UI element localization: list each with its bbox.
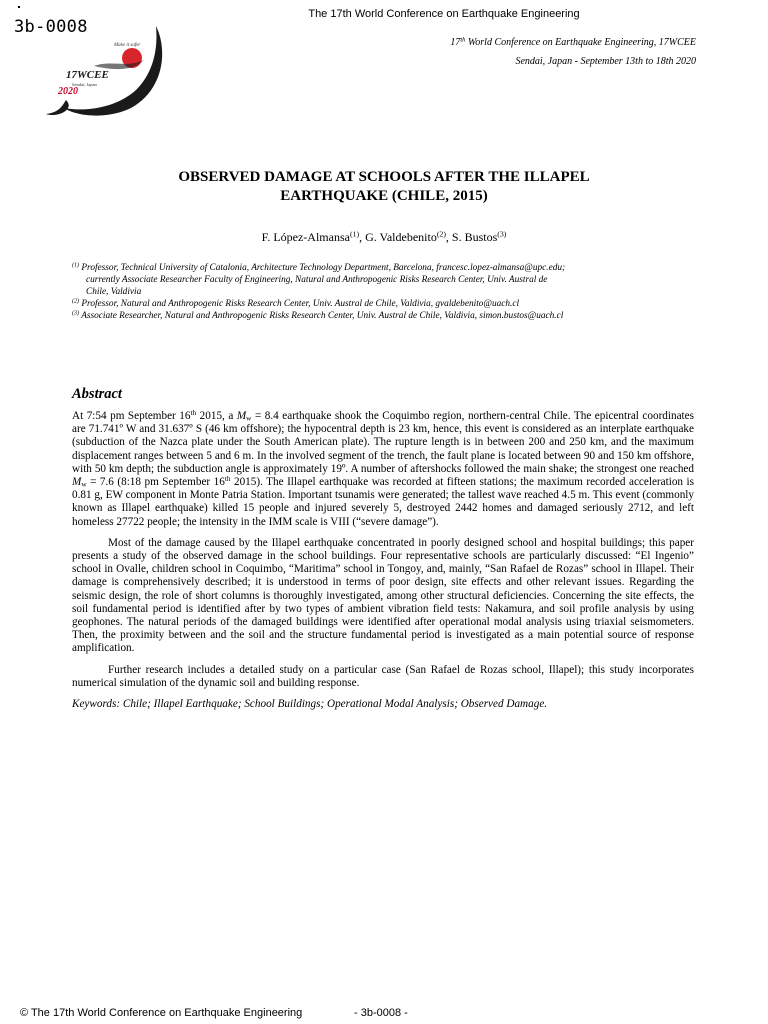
author-name: S. Bustos	[451, 230, 498, 244]
author-list: F. López-Almansa$^{(1)}$, G. Valdebenito$^{(2)}$, S. Bustos$^{(3)}$	[261, 229, 507, 244]
author-name: F. López-Almansa	[261, 230, 350, 244]
paper-title-line-1: OBSERVED DAMAGE AT SCHOOLS AFTER THE ILLAPEL	[178, 169, 590, 185]
abstract-paragraph-2: Most of the damage caused by the Illapel earthquake concentrated in poorly designed school and hospital buildings; this paper presents a study of the observed damage in the school buildings. Four representative schools are particularly discussed: “El Ingenio” school in Ovalle, children school in Coquimbo, “Maritima” school in Tongoy, and, mainly, “San Rafael de Rozas” school in Illapel. Their damage is comprehensively described; it is understood in terms of poor design, site effects and other relevant issues. Regarding the seismic design, the role of short columns is thoroughly investigated, among other structural deficiencies. Concerning the site effects, the soil fundamental period is identified after by two types of ambient vibration field tests: Nakamura, and soil profile analysis by using geophones. The natural periods of the damaged buildings were identified after operational modal analysis using triaxial seismometers. Then, the proximity between and the soil and the structure fundamental period is investigated as a main potential source of response amplification.	[72, 536, 694, 655]
abstract-paragraph-3: Further research includes a detailed study on a particular case (San Rafael de Rozas school, Illapel); this study incorporates numerical simulation of the dynamic soil and building response.	[72, 663, 694, 689]
logo-tagline: Make it safer	[114, 43, 141, 48]
header-conference-title: The 17th World Conference on Earthquake Engineering	[308, 8, 580, 20]
abstract-paragraph-1: At 7:54 pm September 16th 2015, a $M_w = 8.4$ earthquake shook the Coquimbo region, northern-central Chile. The epicentral coordinates are 71.741º W and 31.637º S (46 km offshore); the hypocentral depth is 23 km, hence, this event is considered as an interplate earthquake (subduction of the Nazca plate under the South American plate). The rupture length is in between 200 and 250 km, and the maximum displacement ranges between 5 and 6 m. In the involved segment of the trench, the fault plane is located between 90 and 150 km offshore, with 50 km depth; the subduction angle is approximately 19º. A number of aftershocks followed the main shake; the strongest one reached $M_w = 7.6$ (8:18 pm September 16th 2015). The Illapel earthquake was recorded at fifteen stations; the maximum recorded acceleration is 0.81 g, EW component in Monte Patria Station. Important tsunamis were generated; the tallest wave reached 4.5 m. This event (commonly known as Illapel earthquake) killed 15 people and injured severely 5, destroyed 2442 homes and damaged seriously 2712, and left homeless 27722 people; the intensity in the IMM scale is VIII (“severe damage”).	[72, 409, 694, 528]
author-mark: (1)	[349, 229, 360, 239]
paper-title	[60, 168, 708, 206]
author-mark: (2)	[436, 229, 446, 239]
paper-id: 3b-0008	[14, 17, 88, 37]
affiliation-3: $^{(3)}$ Associate Researcher, Natural and Anthropogenic Risks Research Center, Univ. Austral de Chile, Valdivia, simon.bustos@uach.cl	[72, 310, 564, 321]
logo-year: 2020	[58, 86, 78, 97]
affiliation-2: $^{(2)}$ Professor, Natural and Anthropogenic Risks Research Center, Univ. Austral de Chile, Valdivia, gvaldebenito@uach.cl	[72, 298, 520, 309]
conference-logo	[36, 20, 166, 120]
abstract-heading: Abstract	[72, 386, 122, 402]
paper-title-line-2: EARTHQUAKE (CHILE, 2015)	[280, 188, 488, 204]
footer-page-label: - 3b-0008 -	[354, 1007, 408, 1019]
logo-name: 17WCEE	[66, 69, 109, 81]
footer-copyright: © The 17th World Conference on Earthquake Engineering	[20, 1007, 303, 1019]
abstract-body	[72, 410, 694, 719]
author-mark: (3)	[497, 229, 507, 239]
conference-dates-line: Sendai, Japan - September 13th to 18th 2020	[515, 56, 696, 67]
affiliation-1: $^{(1)}$ Professor, Technical University of Catalonia, Architecture Technology Department, Barcelona, francesc.lopez-almansa@upc.edu; currently Associate Researcher Faculty of Engineering, Natural and Anthropogenic Risks Research Center, Univ. Austral de Chile, Valdivia	[72, 262, 566, 297]
author-name: G. Valdebenito	[365, 230, 437, 244]
logo-city: Sendai, Japan	[72, 82, 97, 87]
keywords: Keywords: Chile; Illapel Earthquake; School Buildings; Operational Modal Analysis; Observed Damage.	[72, 698, 548, 711]
affiliation-list	[72, 262, 700, 322]
logo-swoosh-tail	[46, 100, 69, 115]
conference-name-line: 17th World Conference on Earthquake Engineering, 17WCEE	[450, 36, 696, 48]
